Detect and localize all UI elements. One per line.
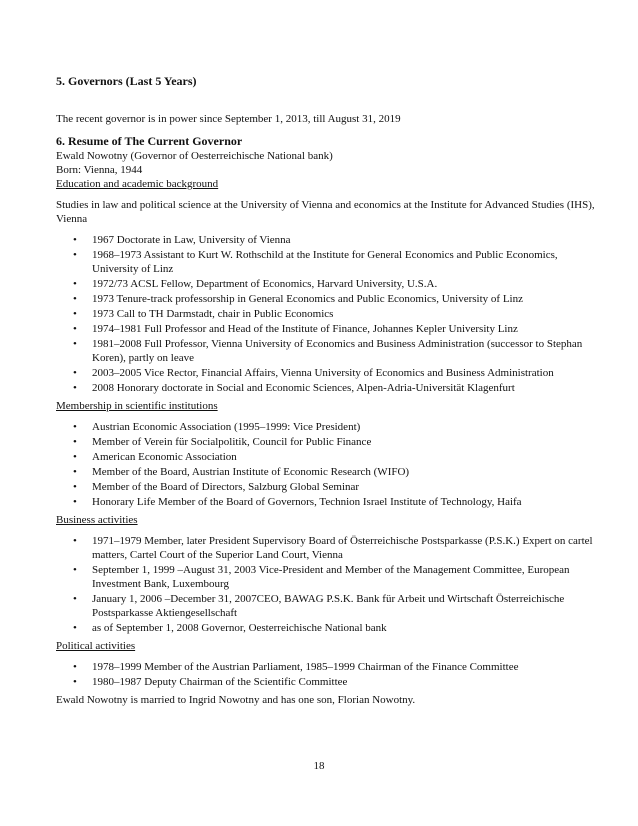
list-item: • 1971–1979 Member, later President Supervisory Board of Österreichische Postsparkasse (P.S.K.) Expert on cartel matters, Cartel Court of the Superior Land Court, Vienna [56, 534, 596, 562]
list-item: • 1974–1981 Full Professor and Head of the Institute of Finance, Johannes Kepler University Linz [56, 322, 596, 336]
list-item: • 2003–2005 Vice Rector, Financial Affairs, Vienna University of Economics and Business Administration [56, 366, 596, 380]
closing-paragraph: Ewald Nowotny is married to Ingrid Nowotny and has one son, Florian Nowotny. [56, 694, 416, 706]
political-heading: Political activities [56, 640, 136, 652]
list-item: • Member of Verein für Socialpolitik, Council for Public Finance [56, 435, 596, 449]
section-5-heading: 5. Governors (Last 5 Years) [56, 74, 197, 88]
page-content [56, 74, 596, 707]
list-item: • 1981–2008 Full Professor, Vienna University of Economics and Business Administration (successor to Stephan Koren), partly on leave [56, 337, 596, 365]
recent-governor-text: The recent governor is in power since September 1, 2013, till August 31, 2019 [56, 113, 401, 125]
studies-paragraph: Studies in law and political science at the University of Vienna and economics at the Institute for Advanced Studies (IHS), Vienna [56, 199, 595, 225]
list-item: • 2008 Honorary doctorate in Social and Economic Sciences, Alpen-Adria-Universität Klagenfurt [56, 381, 596, 395]
section-6-heading: 6. Resume of The Current Governor [56, 134, 243, 148]
list-item: • 1973 Call to TH Darmstadt, chair in Public Economics [56, 307, 596, 321]
political-list [56, 660, 596, 689]
business-list [56, 534, 596, 635]
list-item: • Member of the Board of Directors, Salzburg Global Seminar [56, 480, 596, 494]
list-item: • as of September 1, 2008 Governor, Oesterreichische National bank [56, 621, 596, 635]
membership-list [56, 420, 596, 509]
list-item: • 1978–1999 Member of the Austrian Parliament, 1985–1999 Chairman of the Finance Committee [56, 660, 596, 674]
list-item: • 1968–1973 Assistant to Kurt W. Rothschild at the Institute for General Economics and Public Economics, University of Linz [56, 248, 596, 276]
list-item: • 1973 Tenure-track professorship in General Economics and Public Economics, University of Linz [56, 292, 596, 306]
born-line: Born: Vienna, 1944 [56, 164, 143, 176]
list-item: • Member of the Board, Austrian Institute of Economic Research (WIFO) [56, 465, 596, 479]
business-heading: Business activities [56, 514, 138, 526]
list-item: • Honorary Life Member of the Board of Governors, Technion Israel Institute of Technology, Haifa [56, 495, 596, 509]
list-item: • 1980–1987 Deputy Chairman of the Scientific Committee [56, 675, 596, 689]
list-item: • January 1, 2006 –December 31, 2007CEO, BAWAG P.S.K. Bank für Arbeit und Wirtschaft Österreichische Postsparkasse Aktiengesellschaft [56, 592, 596, 620]
list-item: • Austrian Economic Association (1995–1999: Vice President) [56, 420, 596, 434]
list-item: • 1972/73 ACSL Fellow, Department of Economics, Harvard University, U.S.A. [56, 277, 596, 291]
membership-heading: Membership in scientific institutions [56, 400, 218, 412]
list-item: • September 1, 1999 –August 31, 2003 Vice-President and Member of the Management Committee, European Investment Bank, Luxembourg [56, 563, 596, 591]
list-item: • American Economic Association [56, 450, 596, 464]
page-number: 18 [313, 760, 325, 772]
education-heading: Education and academic background [56, 178, 219, 190]
education-list [56, 233, 596, 395]
governor-name-line: Ewald Nowotny (Governor of Oesterreichische National bank) [56, 150, 333, 162]
list-item: • 1967 Doctorate in Law, University of Vienna [56, 233, 596, 247]
